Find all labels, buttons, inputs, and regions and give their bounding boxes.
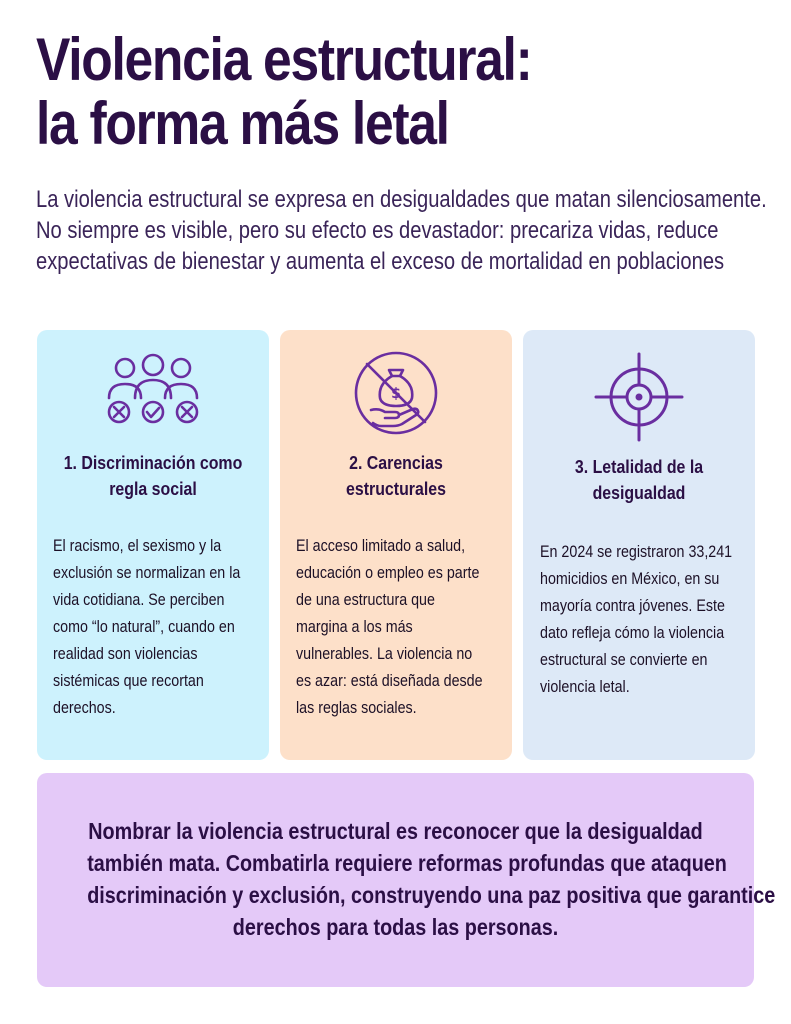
card-body-line: vida cotidiana. Se perciben <box>53 590 225 609</box>
intro-line-3: expectativas de bienestar y aumenta el exceso de mortalidad en poblaciones <box>36 248 725 275</box>
card-heading-line: estructurales <box>346 478 446 499</box>
title-line-1: Violencia estructural: <box>36 26 532 93</box>
card-heading-line: 2. Carencias <box>349 452 443 473</box>
crosshair-icon <box>523 352 755 442</box>
card-body-line: realidad son violencias <box>53 644 198 663</box>
svg-text:$: $ <box>391 386 401 402</box>
card-body-line: margina a los más <box>296 617 413 636</box>
card-body-line: En 2024 se registraron 33,241 <box>540 542 733 561</box>
no-money-icon <box>280 350 512 436</box>
card-heading <box>296 450 496 502</box>
conclusion-line: también mata. Combatirla requiere reformas profundas que ataquen <box>87 850 727 876</box>
card-inequality-lethality <box>523 330 755 760</box>
intro-line-1: La violencia estructural se expresa en desigualdades que matan silenciosamente. <box>36 186 767 213</box>
conclusion-text <box>87 815 776 943</box>
card-body-line: El acceso limitado a salud, <box>296 536 466 555</box>
card-body-line: El racismo, el sexismo y la <box>53 536 222 555</box>
page-title <box>36 28 655 156</box>
card-heading-line: 3. Letalidad de la <box>574 456 704 477</box>
conclusion-line: derechos para todas las personas. <box>232 914 559 940</box>
card-body-line: violencia letal. <box>540 677 630 696</box>
card-body-line: sistémicas que recortan <box>53 671 204 690</box>
card-body-line: como “lo natural”, cuando en <box>53 617 235 636</box>
card-body-line: es azar: está diseñada desde <box>296 671 483 690</box>
card-discrimination <box>37 330 269 760</box>
card-body-line: de una estructura que <box>296 590 435 609</box>
intro-paragraph <box>36 184 767 277</box>
card-body-line: homicidios en México, en su <box>540 569 720 588</box>
card-heading-line: 1. Discriminación como <box>63 452 243 473</box>
card-heading-line: regla social <box>109 478 197 499</box>
card-body <box>296 532 506 721</box>
conclusion-box <box>37 773 776 987</box>
people-group-icon <box>37 352 269 428</box>
card-body <box>540 538 750 700</box>
conclusion-line: discriminación y exclusión, construyendo una paz positiva que garantice <box>87 882 776 908</box>
card-body <box>53 532 263 721</box>
card-body-line: vulnerables. La violencia no <box>296 644 473 663</box>
conclusion-line: Nombrar la violencia estructural es reconocer que la desigualdad <box>88 818 703 844</box>
card-body-line: educación o empleo es parte <box>296 563 480 582</box>
card-body-line: dato refleja cómo la violencia <box>540 623 725 642</box>
title-line-2: la forma más letal <box>36 90 449 157</box>
card-body-line: estructural se convierte en <box>540 650 708 669</box>
card-heading <box>53 450 253 502</box>
card-body-line: exclusión se normalizan en la <box>53 563 241 582</box>
card-structural-deficiencies <box>280 330 512 760</box>
card-body-line: mayoría contra jóvenes. Este <box>540 596 725 615</box>
card-body-line: las reglas sociales. <box>296 698 417 717</box>
card-heading <box>539 454 739 506</box>
card-body-line: derechos. <box>53 698 116 717</box>
card-heading-line: desigualdad <box>592 482 686 503</box>
intro-line-2: No siempre es visible, pero su efecto es devastador: precariza vidas, reduce <box>36 217 719 244</box>
